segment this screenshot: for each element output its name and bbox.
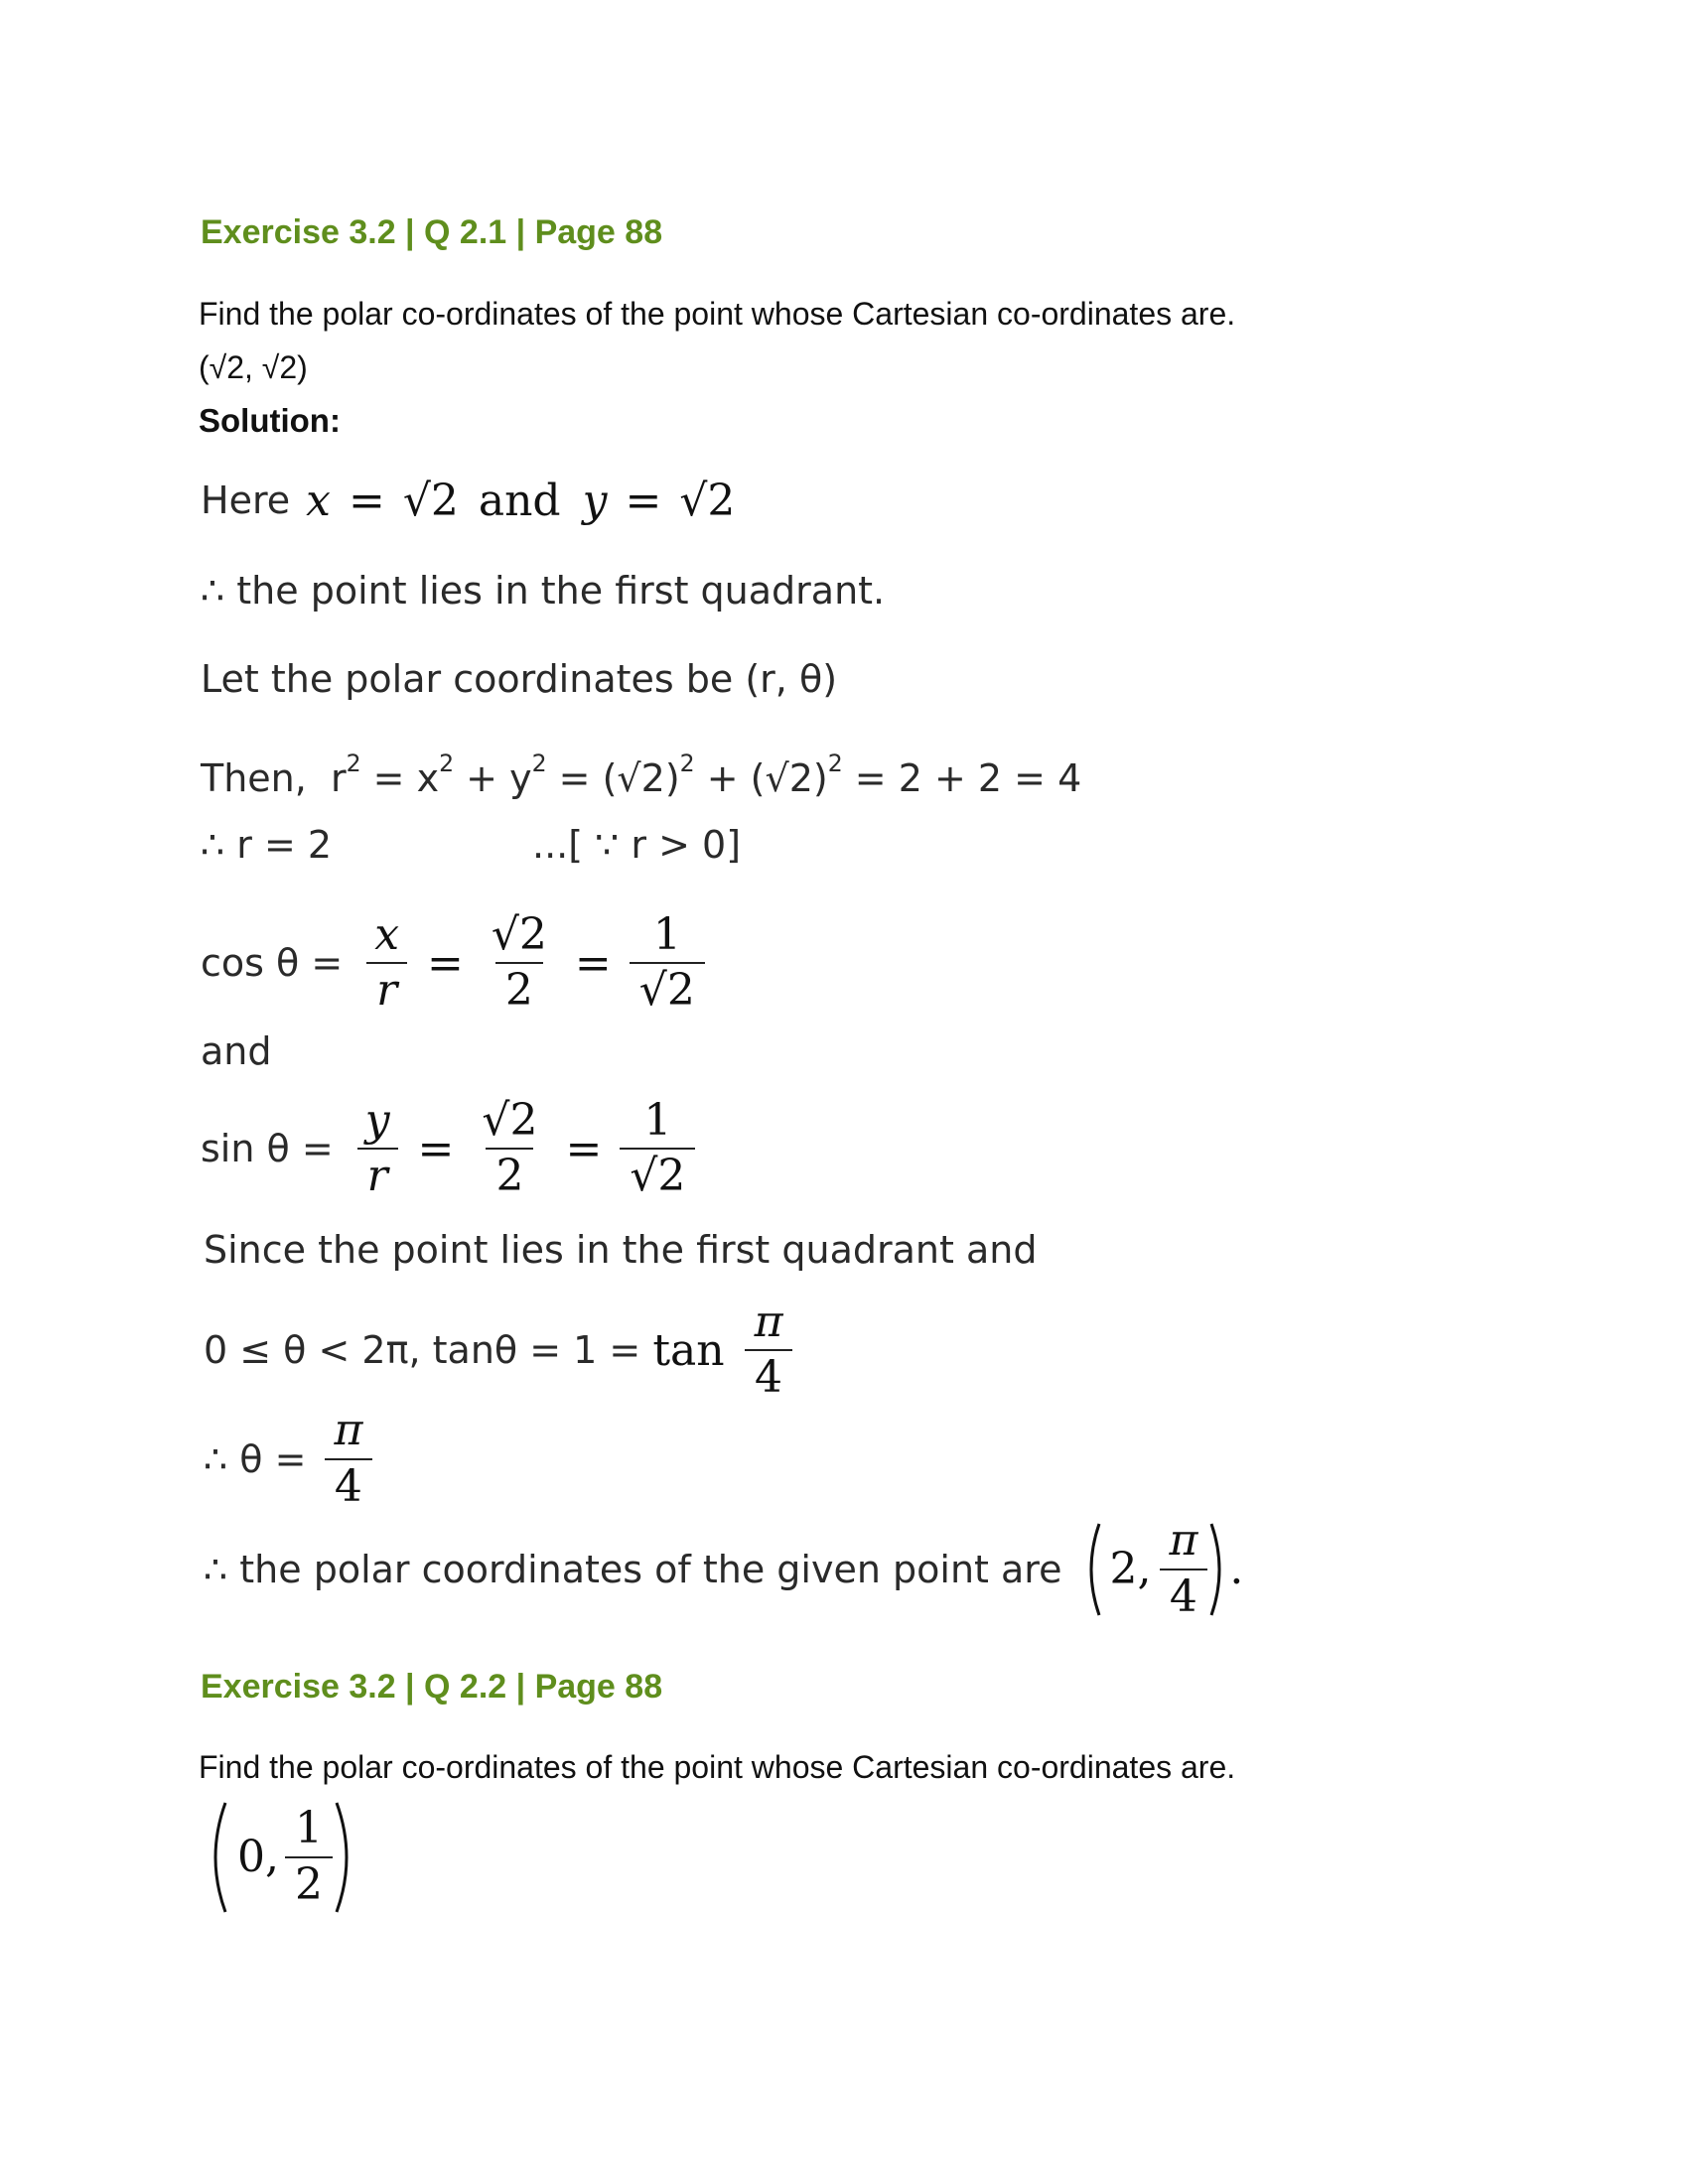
q2-header: Exercise 3.2 | Q 2.2 | Page 88: [201, 1668, 663, 1706]
r-term: r: [330, 756, 347, 800]
q1-point: (√2, √2): [199, 349, 308, 385]
root2: √2: [679, 475, 736, 526]
x-over-r: [364, 908, 409, 1016]
x-term: x: [416, 756, 440, 800]
answer-r: 2,: [1109, 1544, 1152, 1594]
sin-label: sin θ =: [201, 1127, 334, 1170]
theta-line: [204, 1402, 372, 1516]
numerator: π: [1169, 1515, 1198, 1567]
sum-tail: = 2 + 2 = 4: [854, 756, 1082, 800]
denominator: 2: [486, 1148, 533, 1199]
exponent: 2: [346, 749, 361, 777]
denominator: 4: [1160, 1569, 1207, 1620]
denominator: 2: [495, 962, 543, 1014]
one-over-two: [285, 1803, 333, 1910]
exponent: 2: [439, 749, 455, 777]
then-line: [201, 749, 1082, 800]
pi-over-4: [745, 1296, 793, 1403]
cos-label: cos θ =: [201, 941, 344, 985]
equals: =: [558, 756, 591, 800]
numerator: x: [374, 908, 400, 960]
root2-over-2: [482, 908, 557, 1016]
y-term: y: [509, 756, 532, 800]
zero-coord: 0,: [237, 1832, 279, 1882]
denominator: r: [366, 962, 407, 1014]
denominator: r: [357, 1148, 398, 1199]
q2-point: [204, 1795, 358, 1919]
q1-header: Exercise 3.2 | Q 2.1 | Page 88: [201, 213, 663, 251]
plus: +: [466, 756, 497, 800]
since-line: Since the point lies in the first quadrant and: [204, 1228, 1038, 1272]
var-y: y: [582, 475, 608, 526]
equals: =: [565, 1123, 603, 1174]
theta-eq: ∴ θ =: [204, 1436, 307, 1481]
r-equals-line: ∴ r = 2: [201, 823, 333, 867]
left-paren: [204, 1799, 229, 1916]
exponent: 2: [679, 749, 695, 777]
q2-question: Find the polar co-ordinates of the point whose Cartesian co-ordinates are.: [199, 1749, 1236, 1785]
equals: =: [574, 937, 612, 989]
denominator: 4: [745, 1349, 792, 1401]
range-line: [204, 1291, 793, 1410]
root2-paren: (√2): [750, 756, 828, 800]
root2-paren: (√2): [602, 756, 680, 800]
numerator: √2: [491, 908, 547, 960]
denominator: 2: [285, 1856, 333, 1908]
exponent: 2: [531, 749, 547, 777]
numerator: 1: [294, 1803, 323, 1854]
numerator: y: [364, 1094, 390, 1146]
equals: =: [427, 937, 464, 989]
tan-word: tan: [652, 1324, 725, 1376]
here-line: [201, 471, 735, 530]
equals: =: [348, 475, 385, 526]
then-word: Then,: [201, 756, 307, 800]
equals: =: [625, 475, 662, 526]
equals: =: [417, 1123, 455, 1174]
right-paren: [333, 1799, 358, 1916]
cos-line: [201, 898, 705, 1027]
pi-over-4: [1159, 1515, 1207, 1622]
numerator: π: [754, 1296, 783, 1347]
left-paren: [1081, 1520, 1103, 1619]
here-word: Here: [201, 478, 291, 522]
numerator: π: [334, 1405, 363, 1456]
plus: +: [706, 756, 739, 800]
exponent: 2: [827, 749, 843, 777]
root2: √2: [402, 475, 459, 526]
sin-line: [201, 1084, 695, 1213]
and-line: and: [201, 1029, 272, 1073]
right-paren: [1207, 1520, 1229, 1619]
numerator: √2: [482, 1094, 538, 1146]
y-over-r: [355, 1094, 400, 1201]
equals: =: [372, 756, 405, 800]
denominator: 4: [325, 1458, 372, 1510]
numerator: 1: [652, 908, 681, 960]
and-word: and: [478, 475, 561, 526]
denominator: √2: [630, 962, 705, 1014]
root2-over-2: [472, 1094, 547, 1201]
range-text: 0 ≤ θ < 2π, tanθ = 1 =: [204, 1328, 653, 1372]
q1-solution-label: Solution:: [199, 402, 341, 439]
denominator: √2: [620, 1148, 695, 1199]
let-polar-line: Let the polar coordinates be (r, θ): [201, 657, 838, 701]
pi-over-4: [324, 1405, 372, 1512]
q1-question: Find the polar co-ordinates of the point whose Cartesian co-ordinates are.: [199, 296, 1236, 332]
one-over-root2: [630, 908, 705, 1016]
conclusion-line: [204, 1507, 1243, 1631]
r-reason: ...[ ∵ r > 0]: [532, 823, 742, 867]
first-quadrant-line: ∴ the point lies in the first quadrant.: [201, 569, 886, 613]
conclusion-text: ∴ the polar coordinates of the given point are: [204, 1547, 1062, 1591]
var-x: x: [306, 475, 331, 526]
numerator: 1: [643, 1094, 672, 1146]
period: .: [1229, 1544, 1244, 1594]
one-over-root2: [620, 1094, 695, 1201]
